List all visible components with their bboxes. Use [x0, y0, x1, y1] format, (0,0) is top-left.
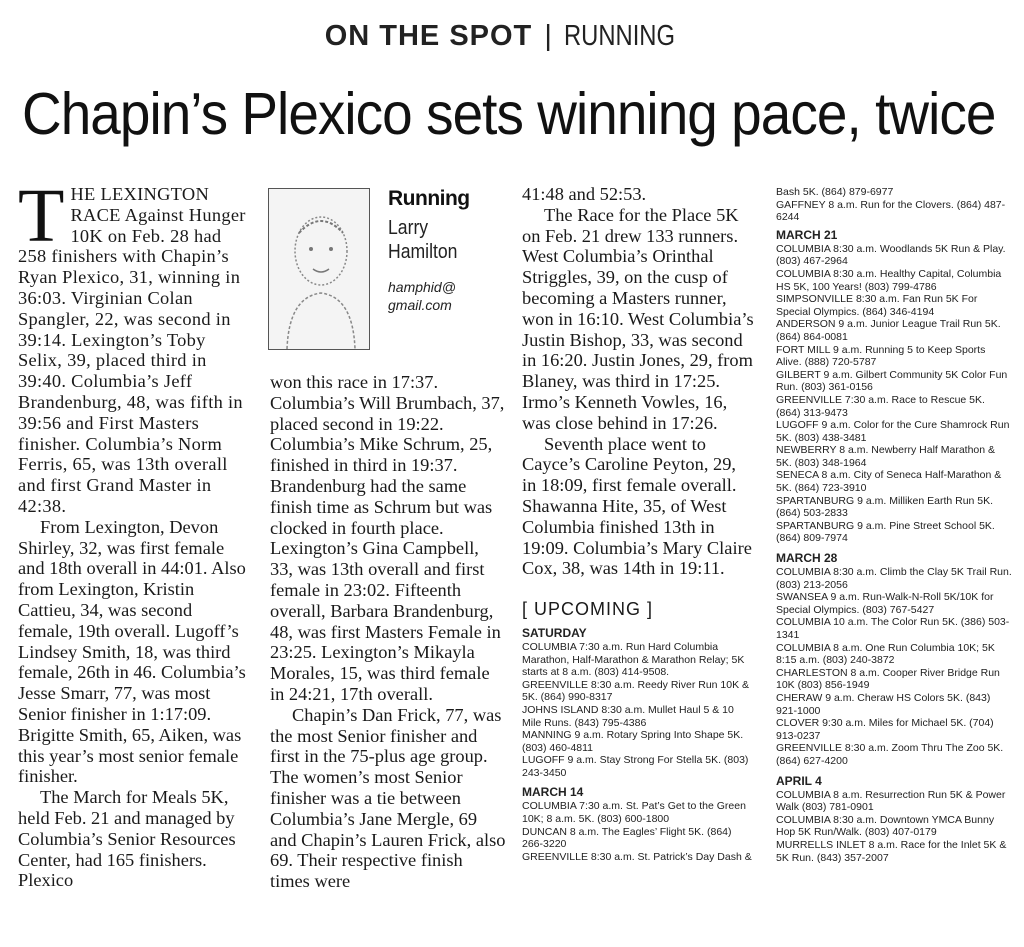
paragraph-6: Seventh place went to Cayce’s Caroline Peyton, 29, in 18:09, first female overall. Shawanna Hite, 35, of West Columbia finished 13th in 19:09. Columbia’s Mary Claire Cox, 38, was 14th in 19:11.: [522, 433, 752, 579]
byline: [388, 186, 506, 314]
paragraph-3: The March for Meals 5K, held Feb. 21 and managed by Columbia’s Senior Resources Center, had 165 finishers. Plexico: [18, 787, 236, 891]
calendar-event: COLUMBIA 10 a.m. The Color Run 5K. (386) 503-1341: [776, 616, 1010, 641]
author-email-2: gmail.com: [388, 297, 452, 313]
calendar-day-heading: MARCH 28: [776, 551, 838, 566]
paragraph-3-cont: won this race in 17:37. Columbia’s Will Brumbach, 37, placed second in 19:22. Columbia’s Mike Schrum, 25, finished in third in 19:37. Brandenburg had the same finish time as Schrum but was clocked in fourth place. Lexington’s Gina Campbell, 33, was 13th overall and first female in 23:02. Fifteenth overall, Barbara Brandenburg, 48, was first Masters Female in 23:25. Lexington’s Mikayla Morales, 15, was third female in 24:21, 17th overall.: [270, 372, 505, 704]
lead-text: HE LEXINGTON RACE Against Hunger 10K on Feb. 28 had 258 finishers with Chapin’s Ryan Plexico, 31, winning in 36:03. Virginian Colan Spangler, 22, was second in 39:14. Lexington’s Toby Selix, 39, placed third in 39:40. Columbia’s Jeff Brandenburg, 48, was fifth in 39:56 and First Masters finisher. Columbia’s Norm Ferris, 65, was 13th overall and first Grand Master in 42:38.: [18, 184, 246, 516]
upcoming-calendar-column: [776, 186, 1012, 864]
calendar-event: GREENVILLE 8:30 a.m. Zoom Thru The Zoo 5K. (864) 627-4200: [776, 742, 1004, 767]
calendar-event: JOHNS ISLAND 8:30 a.m. Mullet Haul 5 & 10 Mile Runs. (843) 795-4386: [522, 703, 734, 729]
section-kicker: [0, 18, 1024, 54]
calendar-event: SPARTANBURG 9 a.m. Milliken Earth Run 5K. (864) 503-2833: [776, 494, 994, 520]
calendar-event: GREENVILLE 7:30 a.m. Race to Rescue 5K. (864) 313-9473: [776, 393, 985, 419]
calendar-event: CHARLESTON 8 a.m. Cooper River Bridge Run 10K (803) 856-1949: [776, 666, 1000, 692]
paragraph-5: The Race for the Place 5K on Feb. 21 drew 133 runners. West Columbia’s Orinthal Striggles, 39, on the cusp of becoming a Masters runner, won in 16:10. West Columbia’s Justin Bishop, 33, was second in 16:20. Justin Jones, 29, from Blaney, was third in 17:25. Irmo’s Kenneth Vowles, 16, was close behind in 17:26.: [522, 204, 754, 433]
paragraph-4-cont: 41:48 and 52:53.: [522, 184, 647, 204]
upcoming-calendar-part-2: [776, 186, 1012, 864]
calendar-event: GAFFNEY 8 a.m. Run for the Clovers. (864) 487-6244: [776, 198, 1006, 224]
calendar-event: NEWBERRY 8 a.m. Newberry Half Marathon & 5K. (803) 348-1964: [776, 444, 996, 469]
calendar-day-heading: SATURDAY: [522, 625, 587, 640]
calendar-event: FORT MILL 9 a.m. Running 5 to Keep Sports Alive. (888) 720-5787: [776, 343, 986, 369]
calendar-event: COLUMBIA 8 a.m. One Run Columbia 10K; 5K 8:15 a.m. (803) 240-3872: [776, 641, 995, 667]
columnist-portrait-icon: [269, 189, 369, 349]
upcoming-heading: [ UPCOMING ]: [522, 599, 654, 620]
calendar-event: COLUMBIA 8:30 a.m. Climb the Clay 5K Trail Run. (803) 213-2056: [776, 566, 1012, 591]
article-column-2: [270, 372, 506, 892]
kicker-separator: |: [544, 20, 552, 52]
lead-paragraph: [18, 174, 250, 517]
kicker-section: RUNNING: [563, 20, 675, 52]
calendar-event: COLUMBIA 8:30 a.m. Downtown YMCA Bunny Hop 5K Run/Walk. (803) 407-0179: [776, 813, 995, 839]
calendar-day-heading: MARCH 21: [776, 227, 838, 242]
upcoming-calendar-part-1: [522, 626, 754, 864]
calendar-event: CHERAW 9 a.m. Cheraw HS Colors 5K. (843) 921-1000: [776, 691, 991, 717]
byline-section: Running: [388, 187, 470, 210]
calendar-event: GREENVILLE 8:30 a.m. Reedy River Run 10K & 5K. (864) 990-8317: [522, 678, 750, 704]
paragraph-4: Chapin’s Dan Frick, 77, was the most Senior finisher and first in the 75-plus age group. The women’s most Senior finisher was a tie between Columbia’s Jane Mergle, 69 and Chapin’s Lauren Frick, also 69. Their respective finish times were: [270, 704, 506, 892]
article-column-3: [522, 184, 754, 863]
calendar-event: GILBERT 9 a.m. Gilbert Community 5K Color Fun Run. (803) 361-0156: [776, 368, 1008, 394]
calendar-event: COLUMBIA 8 a.m. Resurrection Run 5K & Power Walk (803) 781-0901: [776, 788, 1006, 814]
calendar-event: LUGOFF 9 a.m. Color for the Cure Shamrock Run 5K. (803) 438-3481: [776, 419, 1010, 444]
calendar-event: SWANSEA 9 a.m. Run-Walk-N-Roll 5K/10K for Special Olympics. (803) 767-5427: [776, 591, 994, 616]
calendar-event: ANDERSON 9 a.m. Junior League Trail Run 5K. (864) 864-0081: [776, 318, 1001, 343]
calendar-event: DUNCAN 8 a.m. The Eagles’ Flight 5K. (864) 266-3220: [522, 825, 732, 851]
calendar-event: CLOVER 9:30 a.m. Miles for Michael 5K. (704) 913-0237: [776, 717, 994, 742]
calendar-event: MURRELLS INLET 8 a.m. Race for the Inlet 5K & 5K Run. (843) 357-2007: [776, 838, 1007, 864]
columnist-photo: [268, 188, 370, 350]
paragraph-2: From Lexington, Devon Shirley, 32, was first female and 18th overall in 44:01. Also from Lexington, Kristin Cattieu, 34, was second female, 19th overall. Lugoff’s Lindsey Smith, 18, was third female, 26th in 46. Columbia’s Jesse Smarr, 77, was most Senior finisher in 1:17:09. Brigitte Smith, 65, Aiken, was this year’s most senior female finisher.: [18, 516, 246, 787]
calendar-event: SIMPSONVILLE 8:30 a.m. Fan Run 5K For Special Olympics. (864) 346-4194: [776, 293, 978, 318]
calendar-event: COLUMBIA 7:30 a.m. Run Hard Columbia Marathon, Half-Marathon & Marathon Relay; 5K starts at 8 a.m. (803) 414-9508.: [522, 640, 745, 679]
calendar-event: COLUMBIA 8:30 a.m. Healthy Capital, Columbia HS 5K, 100 Years! (803) 799-4786: [776, 267, 1002, 293]
drop-cap: T: [18, 174, 65, 258]
calendar-event: LUGOFF 9 a.m. Stay Strong For Stella 5K. (803) 243-3450: [522, 754, 749, 779]
calendar-event: GREENVILLE 8:30 a.m. St. Patrick’s Day Dash &: [522, 850, 752, 863]
calendar-event: MANNING 9 a.m. Rotary Spring Into Shape 5K. (803) 460-4811: [522, 729, 744, 754]
calendar-event: COLUMBIA 8:30 a.m. Woodlands 5K Run & Play. (803) 467-2964: [776, 242, 1006, 268]
headline: Chapin’s Plexico sets winning pace, twice: [22, 81, 996, 147]
calendar-event: COLUMBIA 7:30 a.m. St. Pat’s Get to the Green 10K; 8 a.m. 5K. (803) 600-1800: [522, 800, 746, 826]
author-email-1: hamphid@: [388, 279, 456, 295]
author-first-name: Larry: [388, 217, 429, 239]
article-column-1: [18, 174, 250, 891]
calendar-event: Bash 5K. (864) 879-6977: [776, 186, 894, 198]
calendar-event: SENECA 8 a.m. City of Seneca Half-Marathon & 5K. (864) 723-3910: [776, 469, 1002, 495]
calendar-day-heading: MARCH 14: [522, 785, 584, 800]
calendar-day-heading: APRIL 4: [776, 773, 822, 788]
author-last-name: Hamilton: [388, 241, 458, 263]
kicker-series: ON THE SPOT: [324, 20, 533, 52]
calendar-event: SPARTANBURG 9 a.m. Pine Street School 5K. (864) 809-7974: [776, 519, 995, 545]
